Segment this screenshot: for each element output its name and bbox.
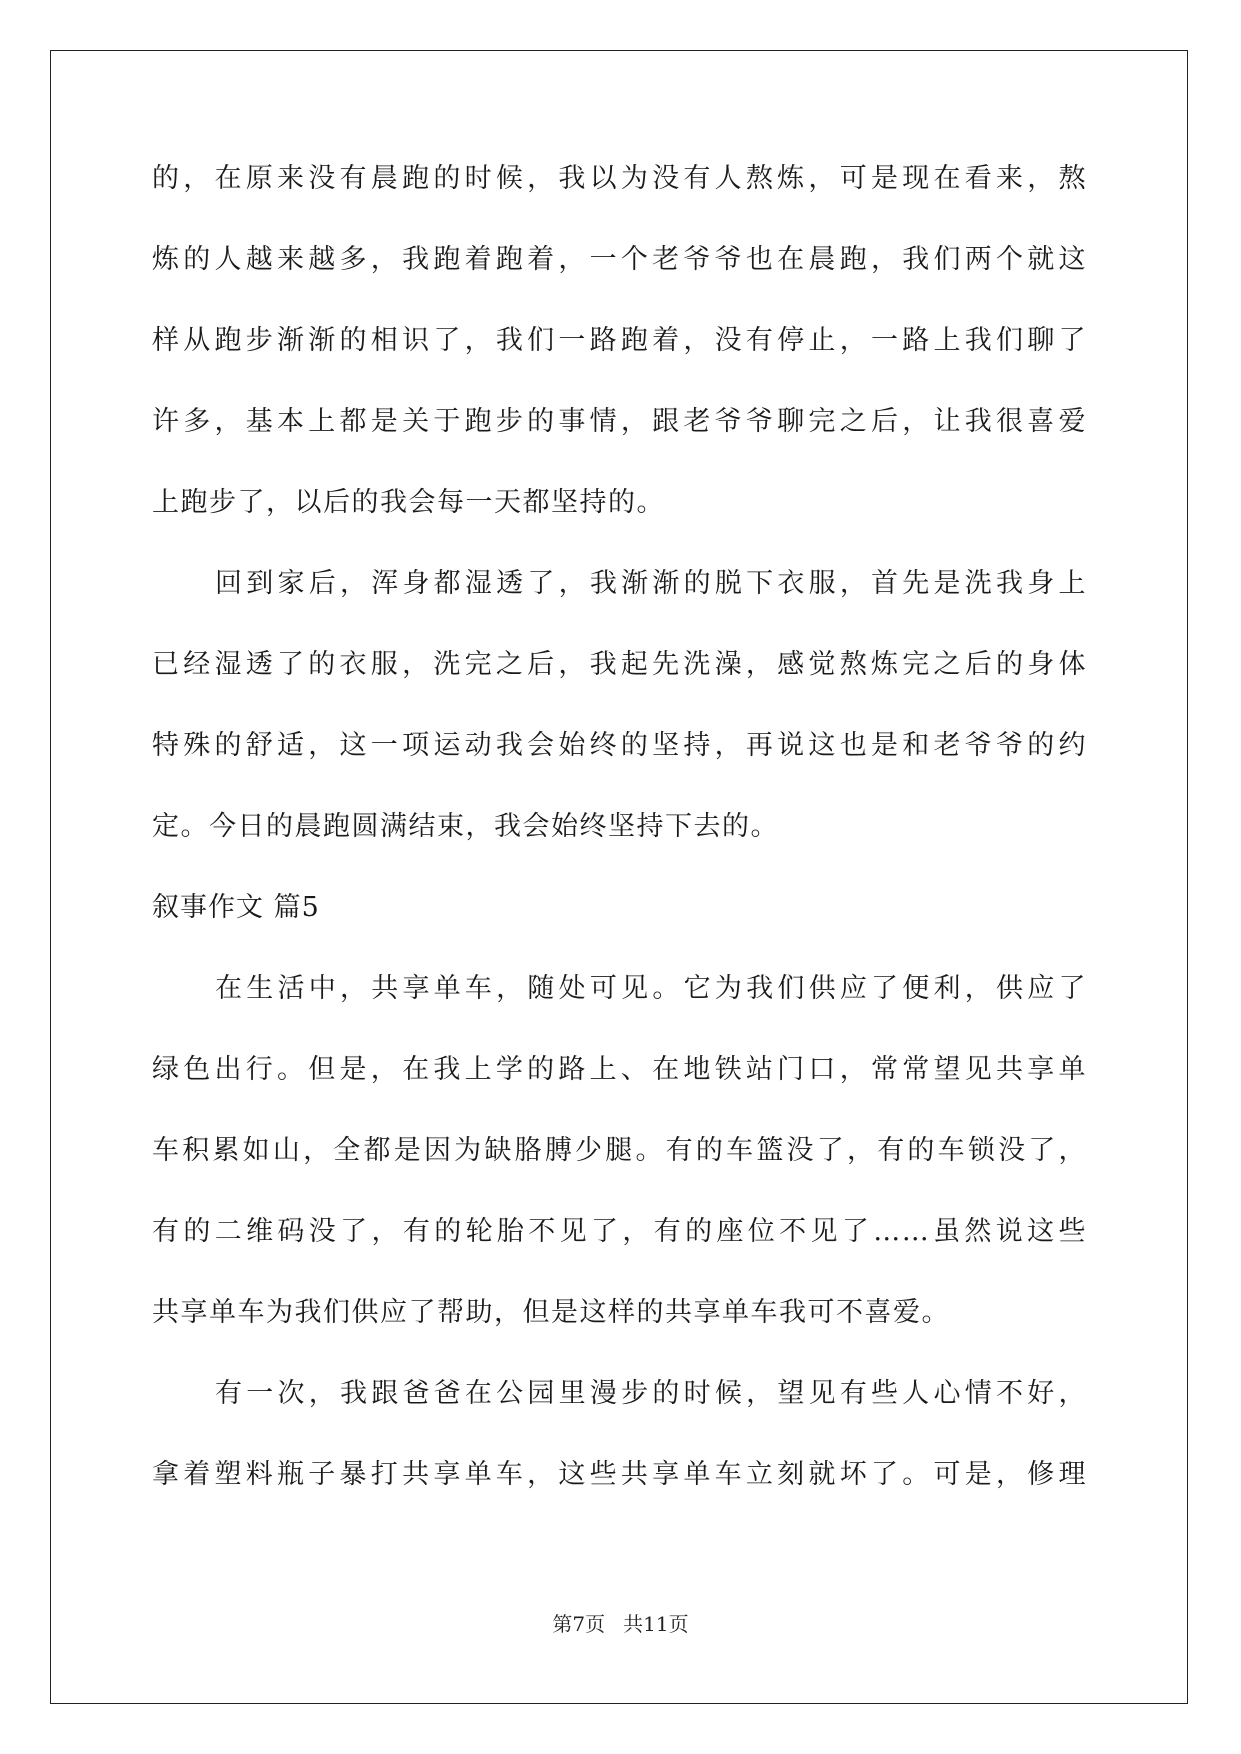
text-line: 特殊的舒适，这一项运动我会始终的坚持，再说这也是和老爷爷的约: [152, 730, 1087, 761]
text-line: 已经湿透了的衣服，洗完之后，我起先洗澡，感觉熬炼完之后的身体: [152, 649, 1087, 680]
text-line: 共享单车为我们供应了帮助，但是这样的共享单车我可不喜爱。: [152, 1297, 950, 1328]
text-line: 在生活中，共享单车，随处可见。它为我们供应了便利，供应了: [215, 973, 1087, 1004]
page-footer: [0, 1608, 1241, 1637]
text-line: 样从跑步渐渐的相识了，我们一路跑着，没有停止，一路上我们聊了: [152, 325, 1087, 356]
text-line: 回到家后，浑身都湿透了，我渐渐的脱下衣服，首先是洗我身上: [215, 568, 1087, 599]
text-line: 定。今日的晨跑圆满结束，我会始终坚持下去的。: [152, 811, 779, 842]
text-line: 有一次，我跟爸爸在公园里漫步的时候，望见有些人心情不好，: [215, 1378, 1087, 1409]
text-line: 炼的人越来越多，我跑着跑着，一个老爷爷也在晨跑，我们两个就这: [152, 244, 1087, 275]
section-heading: 叙事作文 篇5: [152, 892, 320, 923]
text-line: 车积累如山，全都是因为缺胳膊少腿。有的车篮没了，有的车锁没了，: [152, 1135, 1087, 1166]
text-line: 绿色出行。但是，在我上学的路上、在地铁站门口，常常望见共享单: [152, 1054, 1087, 1085]
document-body: [152, 160, 1087, 1537]
text-line: 上跑步了，以后的我会每一天都坚持的。: [152, 487, 665, 518]
text-line: 拿着塑料瓶子暴打共享单车，这些共享单车立刻就坏了。可是，修理: [152, 1459, 1087, 1490]
text-line: 有的二维码没了，有的轮胎不见了，有的座位不见了……虽然说这些: [152, 1216, 1087, 1247]
text-line: 许多，基本上都是关于跑步的事情，跟老爷爷聊完之后，让我很喜爱: [152, 406, 1087, 437]
text-line: 的，在原来没有晨跑的时候，我以为没有人熬炼，可是现在看来，熬: [152, 163, 1087, 194]
page-total: 共11页: [623, 1612, 689, 1636]
page-number: 第7页: [552, 1612, 606, 1636]
